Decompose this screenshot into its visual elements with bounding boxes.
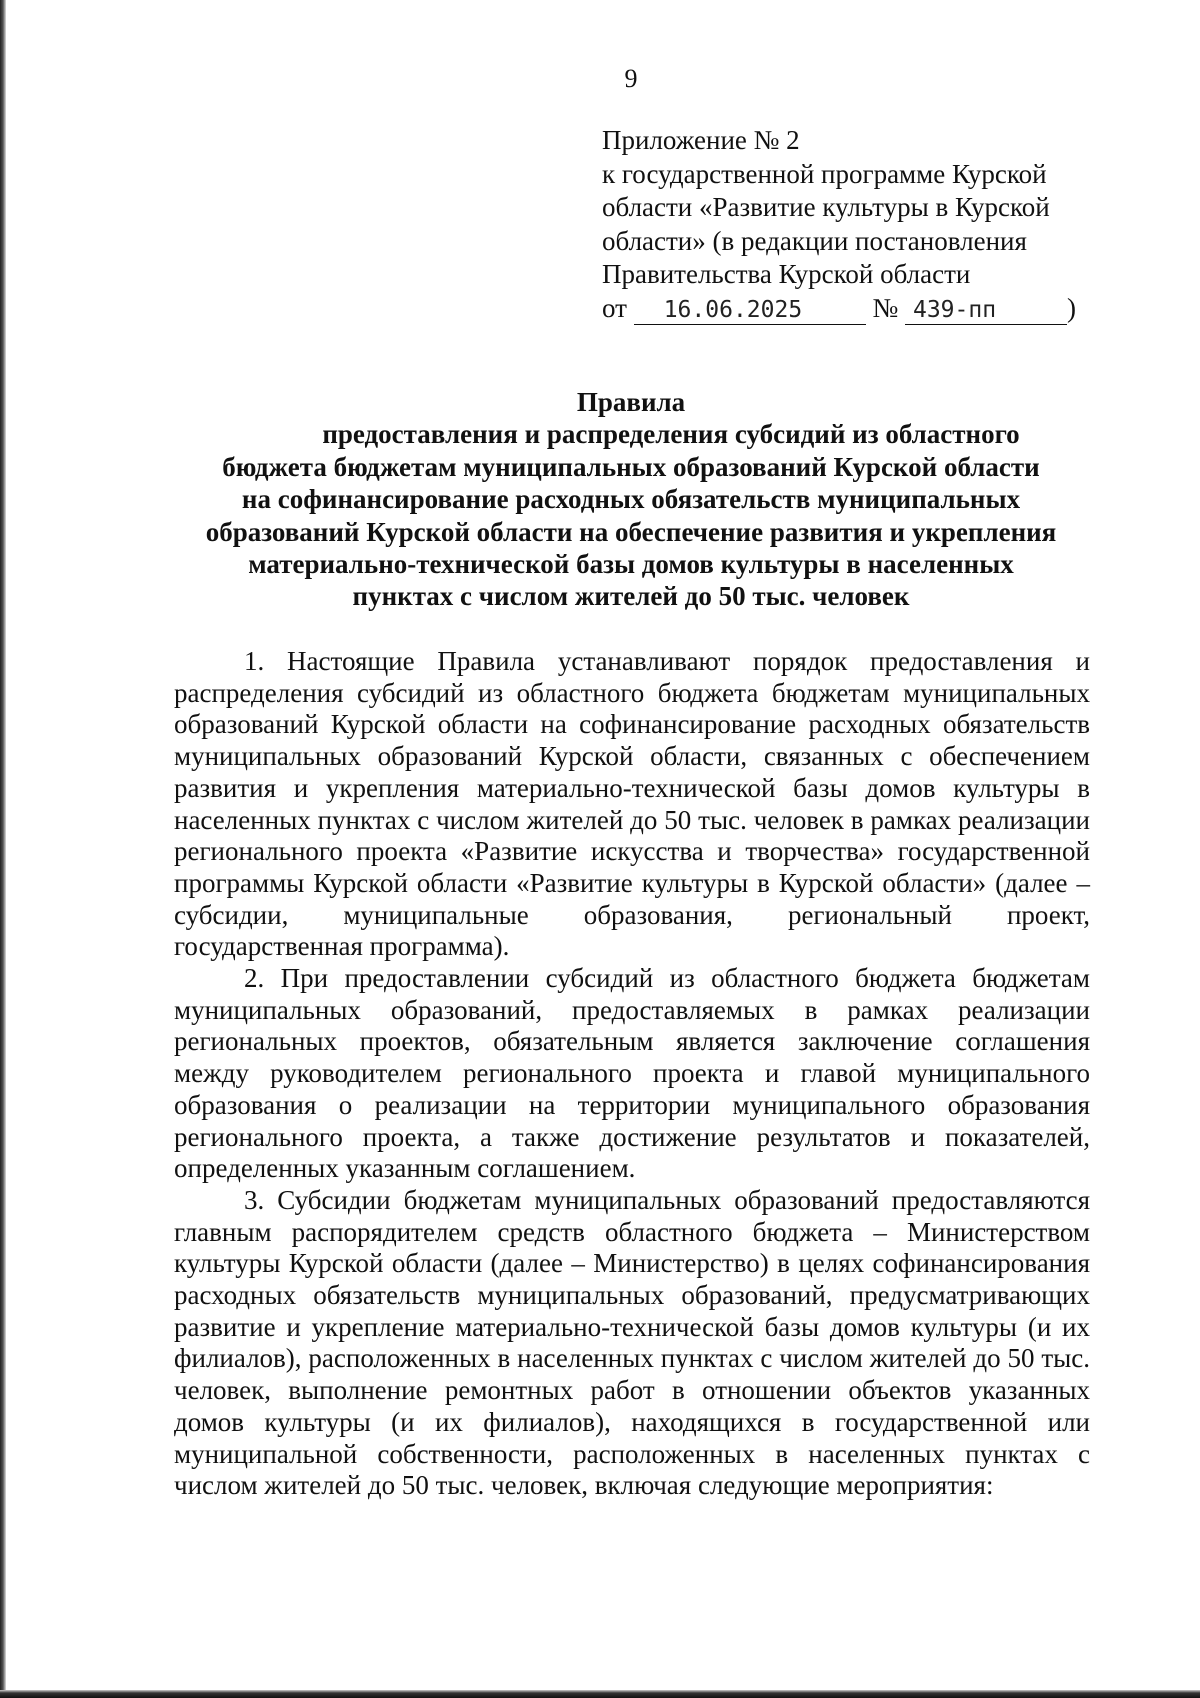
appendix-block: [602, 124, 1102, 326]
title-line: материально-технической базы домов культуры в населенных: [248, 549, 1014, 580]
title-line: пунктах с числом жителей до 50 тыс. человек: [352, 581, 910, 612]
date-prefix: от: [602, 292, 627, 323]
decree-reference-line: [602, 292, 1102, 326]
appendix-line: области» (в редакции постановления: [602, 225, 1027, 256]
page-number: 9: [624, 64, 638, 93]
title-line: предоставления и распределения субсидий из областного: [322, 419, 1020, 450]
appendix-line: Правительства Курской области: [602, 259, 971, 290]
appendix-line: области «Развитие культуры в Курской: [602, 192, 1050, 223]
title-line: бюджета бюджетам муниципальных образований Курской области: [222, 451, 1040, 482]
number-sign: №: [872, 292, 899, 323]
document-title: [176, 386, 1086, 613]
scan-edge-left: [0, 0, 6, 1698]
paragraph-3: 3. Субсидии бюджетам муниципальных образований предоставляются главным распорядителем средств областного бюджета – Министерством культуры Курской области (далее – Министерство) в целях софинансирования расходных обязательств муниципальных образований, предусматривающих развитие и укрепление материально-технической базы домов культуры (и их филиалов), расположенных в населенных пунктах с числом жителей до 50 тыс. человек, выполнение ремонтных работ в отношении объектов указанных домов культуры (и их филиалов), находящихся в государственной или муниципальной собственности, расположенных в населенных пунктах с числом жителей до 50 тыс. человек, включая следующие мероприятия:: [174, 1184, 1090, 1501]
appendix-line: Приложение № 2: [602, 125, 800, 155]
appendix-line: к государственной программе Курской: [602, 158, 1047, 189]
decree-date: 16.06.2025: [634, 296, 866, 325]
paragraph-2: 2. При предоставлении субсидий из областного бюджета бюджетам муниципальных образований, предоставляемых в рамках реализации региональных проектов, обязательным является заключение соглашения между руководителем регионального проекта и главой муниципального образования о реализации на территории муниципального образования регионального проекта, а также достижение результатов и показателей, определенных указанным соглашением.: [174, 963, 1090, 1184]
scan-edge-bottom: [0, 1690, 1200, 1698]
paragraph-1: 1. Настоящие Правила устанавливают порядок предоставления и распределения субсидий из областного бюджета бюджетам муниципальных образований Курской области на софинансирование расходных обязательств муниципальных образований Курской области, связанных с обеспечением развития и укрепления материально-технической базы домов культуры в населенных пунктах с числом жителей до 50 тыс. человек в рамках реализации регионального проекта «Развитие искусства и творчества» государственной программы Курской области «Развитие культуры в Курской области» (далее – субсидии, муниципальные образования, региональный проект, государственная программа).: [174, 646, 1090, 962]
title-line: на софинансирование расходных обязательств муниципальных: [241, 484, 1021, 515]
closing-paren: ): [1066, 292, 1076, 323]
title-line: Правила: [576, 387, 686, 417]
title-line: образований Курской области на обеспечение развития и укрепления: [205, 516, 1057, 547]
document-body: [174, 646, 1090, 1502]
decree-number: 439-пп: [905, 296, 1067, 325]
